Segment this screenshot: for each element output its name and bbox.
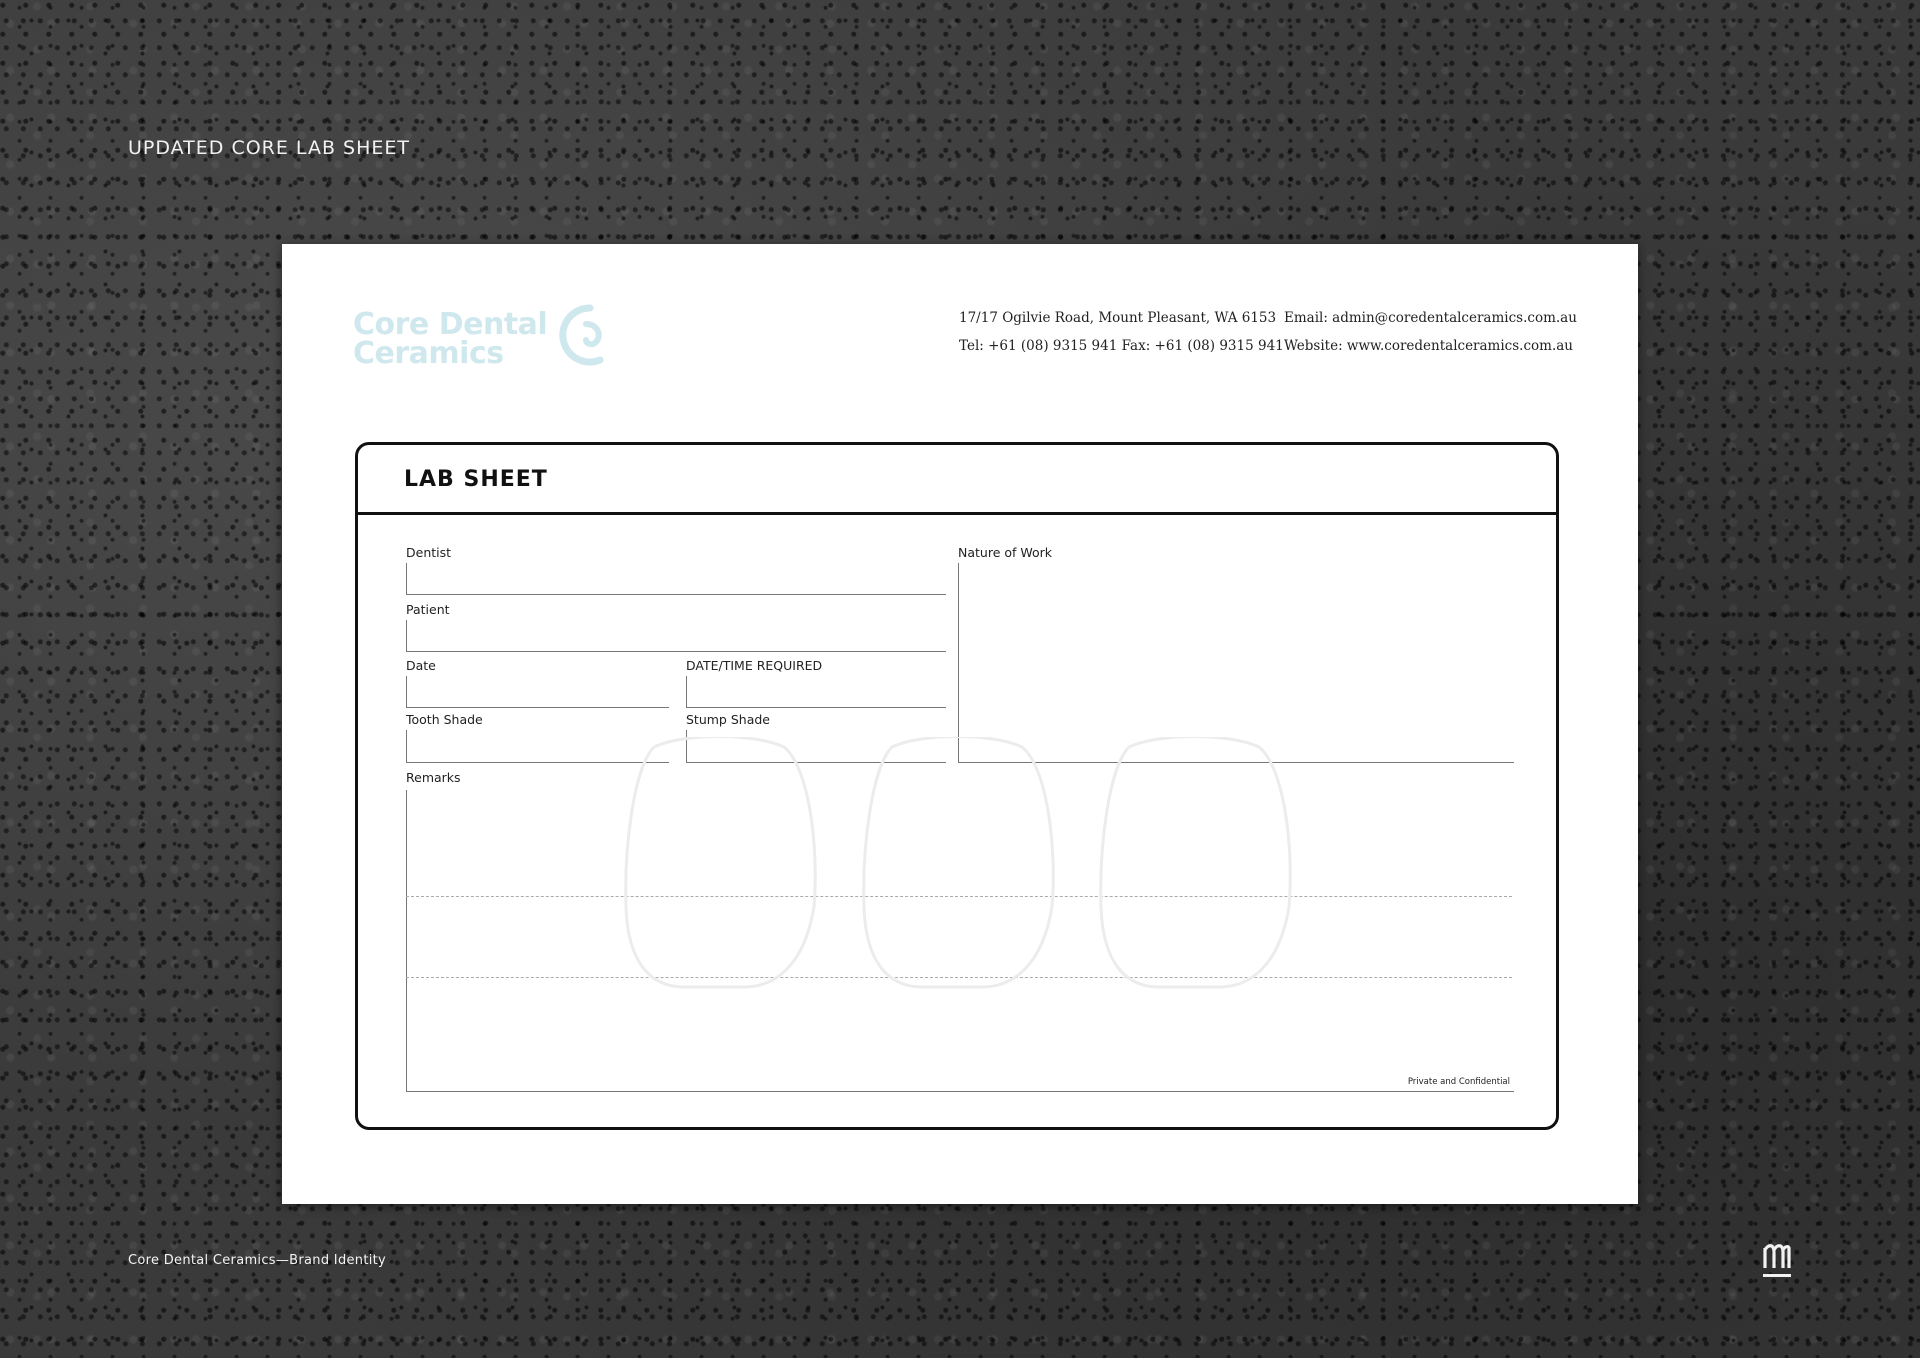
page-caption: UPDATED CORE LAB SHEET bbox=[128, 137, 410, 159]
form-header bbox=[358, 445, 1556, 515]
address-line: 17/17 Ogilvie Road, Mount Pleasant, WA 6153 bbox=[959, 310, 1277, 326]
nature-of-work-label: Nature of Work bbox=[958, 545, 1053, 560]
lab-sheet-form bbox=[355, 442, 1559, 1130]
logo-line-2: Ceramics bbox=[353, 336, 504, 371]
c-swirl-logo-icon bbox=[556, 302, 612, 368]
logo-wordmark bbox=[353, 307, 548, 371]
contact-web-block bbox=[1284, 304, 1577, 360]
brand-identity-caption: Core Dental Ceramics—Brand Identity bbox=[128, 1253, 387, 1268]
tooth-outline-icon bbox=[624, 737, 1296, 992]
date-label: Date bbox=[406, 658, 436, 673]
tooth-shade-label: Tooth Shade bbox=[406, 712, 483, 727]
remarks-label: Remarks bbox=[406, 770, 461, 785]
contact-address-block bbox=[959, 304, 1284, 360]
stump-shade-label: Stump Shade bbox=[686, 712, 770, 727]
dentist-field[interactable] bbox=[406, 563, 946, 595]
patient-label: Patient bbox=[406, 602, 450, 617]
email-line: Email: admin@coredentalceramics.com.au bbox=[1284, 310, 1577, 326]
lab-sheet-document bbox=[282, 244, 1638, 1204]
website-line: Website: www.coredentalceramics.com.au bbox=[1284, 338, 1573, 354]
date-field[interactable] bbox=[406, 676, 669, 708]
monogram-m-icon bbox=[1762, 1240, 1792, 1280]
patient-field[interactable] bbox=[406, 620, 946, 652]
confidentiality-note: Private and Confidential bbox=[1407, 1077, 1510, 1087]
datetime-required-label: DATE/TIME REQUIRED bbox=[686, 658, 823, 673]
company-logo bbox=[353, 302, 623, 374]
form-title: LAB SHEET bbox=[404, 467, 548, 492]
logo-line-1: Core Dental bbox=[353, 307, 548, 342]
phone-line: Tel: +61 (08) 9315 941 Fax: +61 (08) 9315 941 bbox=[959, 338, 1284, 354]
dentist-label: Dentist bbox=[406, 545, 452, 560]
datetime-required-field[interactable] bbox=[686, 676, 946, 708]
nature-of-work-field[interactable] bbox=[958, 563, 1514, 763]
